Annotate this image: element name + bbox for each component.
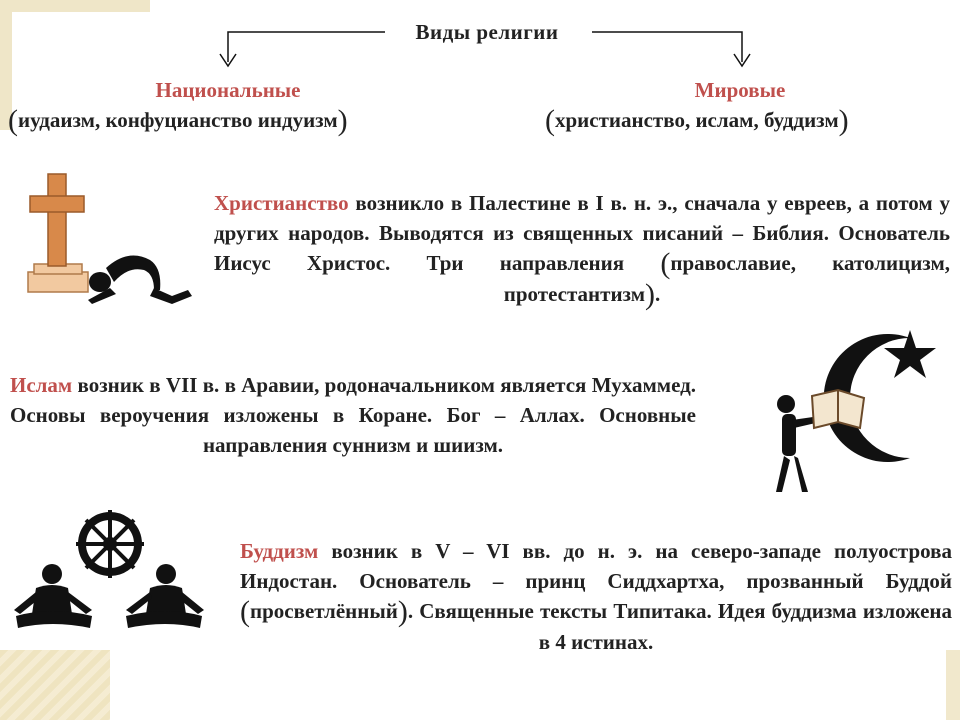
section-buddhism-paren-text: просветлённый xyxy=(250,599,398,623)
section-islam-lead: Ислам xyxy=(10,373,73,397)
section-christianity: Христианство возникло в Палестине в I в. н. э., сначала у евреев, а потом у других народов. Выводятся из священных писаний – Библия. Основатель Иисус Христос. Три направления (православие, католицизм, протестантизм). xyxy=(214,191,950,311)
section-islam-text: возник в VII в. в Аравии, родоначальником является Мухаммед. Основы вероучения изложены в Коране. Бог – Аллах. Основные направления суннизм и шиизм. xyxy=(10,373,696,457)
praying-person-icon xyxy=(88,238,198,306)
meditating-person-icon xyxy=(6,562,106,642)
section-christianity-text: возникло в Палестине в I в. н. э., сначала у евреев, а потом у других народов. Выводятся из священных писаний – Библия. Основатель Иисус Христос. Три направления xyxy=(214,191,950,275)
section-buddhism-tail: . Священные тексты Типитака. Идея буддизма изложена в 4 истинах. xyxy=(407,599,952,654)
category-national-name: Национальные xyxy=(155,78,301,102)
section-buddhism: Буддизм возник в V – VI вв. до н. э. на северо-западе полуострова Индостан. Основатель – принц Сиддхартха, прозванный Буддой (просветлённый). Священные тексты Типитака. Идея буддизма изложена в 4 истинах. xyxy=(240,539,952,654)
person-reading-quran-icon xyxy=(768,380,888,500)
section-buddhism-lead: Буддизм xyxy=(240,539,319,563)
category-world-name: Мировые xyxy=(694,78,786,102)
world-religions-text: христианство, ислам, буддизм xyxy=(555,108,839,132)
page-title: Виды религии xyxy=(415,20,559,44)
category-national-list: (иудаизм, конфуцианство индуизм) xyxy=(8,104,348,137)
meditating-person-icon xyxy=(112,562,212,642)
section-christianity-paren-text: православие, католицизм, протестантизм xyxy=(503,251,950,306)
section-christianity-lead: Христианство xyxy=(214,191,349,215)
section-buddhism-text: возник в V – VI вв. до н. э. на северо-западе полуострова Индостан. Основатель – принц Сиддхартха, прозванный Буддой xyxy=(240,539,952,593)
section-islam xyxy=(10,370,696,460)
national-religions-text: иудаизм, конфуцианство индуизм xyxy=(18,108,338,132)
section-christianity-tail: . xyxy=(655,282,661,306)
category-world-list: (христианство, ислам, буддизм) xyxy=(545,104,849,137)
